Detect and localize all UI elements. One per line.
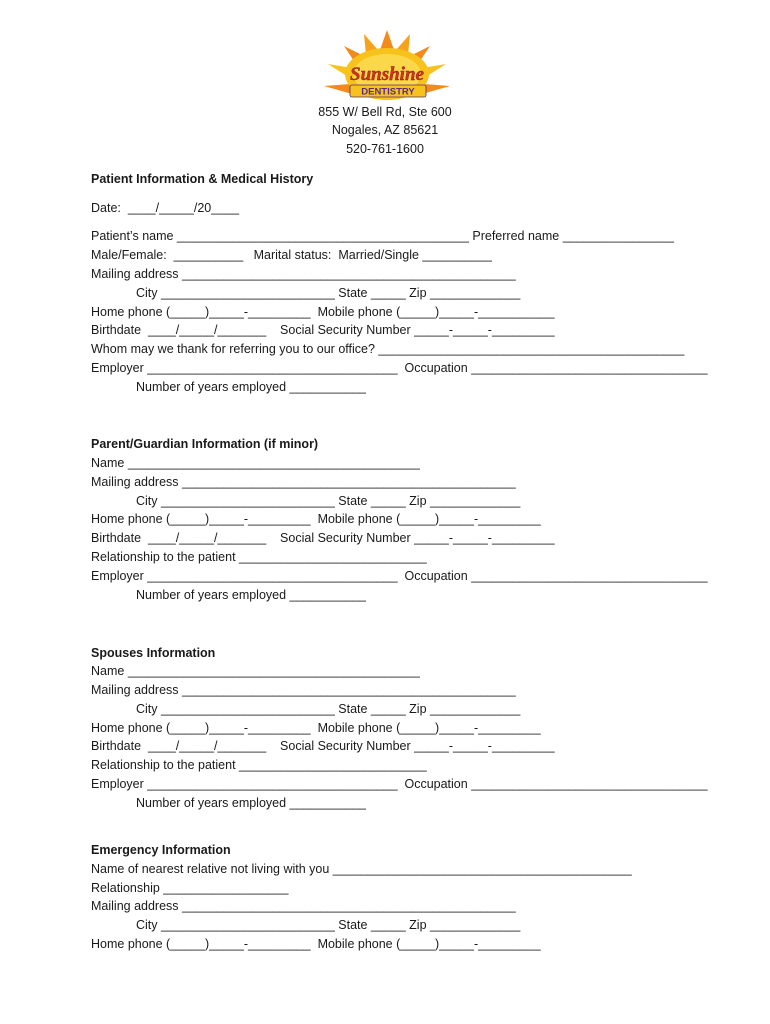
spouse-birth-ssn-field[interactable]: Birthdate ____/_____/_______ Social Security Number _____-_____-_________ [91, 739, 555, 753]
guardian-name-field[interactable]: Name __________________________________________ [91, 456, 420, 470]
emergency-section-heading: Emergency Information [91, 843, 231, 857]
patient-name-field[interactable]: Patient’s name __________________________________________ Preferred name ________________ [91, 229, 674, 243]
spouse-city-field[interactable]: City _________________________ State _____ Zip _____________ [136, 702, 521, 716]
referral-field[interactable]: Whom may we thank for referring you to our office? ____________________________________________ [91, 342, 685, 356]
logo-word-sunshine: Sunshine [350, 64, 424, 85]
spouse-relationship-field[interactable]: Relationship to the patient ___________________________ [91, 758, 427, 772]
patient-birth-ssn-field[interactable]: Birthdate ____/_____/_______ Social Security Number _____-_____-_________ [91, 323, 555, 337]
sunshine-dentistry-logo [320, 28, 454, 104]
nearest-relative-field[interactable]: Name of nearest relative not living with you ___________________________________________ [91, 862, 632, 876]
patient-years-employed-field[interactable]: Number of years employed ___________ [136, 380, 367, 394]
guardian-employer-field[interactable]: Employer ____________________________________ Occupation __________________________________ [91, 569, 708, 583]
spouse-employer-field[interactable]: Employer ____________________________________ Occupation __________________________________ [91, 777, 708, 791]
guardian-relationship-field[interactable]: Relationship to the patient ___________________________ [91, 550, 427, 564]
spouse-name-field[interactable]: Name __________________________________________ [91, 664, 420, 678]
guardian-phones-field[interactable]: Home phone (_____)_____-_________ Mobile phone (_____)_____-_________ [91, 512, 541, 526]
patient-city-field[interactable]: City _________________________ State _____ Zip _____________ [136, 286, 521, 300]
guardian-years-employed-field[interactable]: Number of years employed ___________ [136, 588, 367, 602]
guardian-section-heading: Parent/Guardian Information (if minor) [91, 437, 319, 451]
patient-phones-field[interactable]: Home phone (_____)_____-_________ Mobile phone (_____)_____-___________ [91, 305, 555, 319]
spouse-section-heading: Spouses Information [91, 646, 216, 660]
guardian-mailing-field[interactable]: Mailing address ________________________________________________ [91, 475, 516, 489]
patient-employer-field[interactable]: Employer ____________________________________ Occupation __________________________________ [91, 361, 708, 375]
emergency-city-field[interactable]: City _________________________ State _____ Zip _____________ [136, 918, 521, 932]
practice-address-line1: 855 W/ Bell Rd, Ste 600 [318, 105, 452, 119]
spouse-years-employed-field[interactable]: Number of years employed ___________ [136, 796, 367, 810]
spouse-phones-field[interactable]: Home phone (_____)_____-_________ Mobile phone (_____)_____-_________ [91, 721, 541, 735]
sex-marital-field[interactable]: Male/Female: __________ Marital status: Married/Single __________ [91, 248, 492, 262]
logo-word-dentistry: DENTISTRY [361, 86, 415, 98]
date-field[interactable]: Date: ____/_____/20____ [91, 201, 240, 215]
spouse-mailing-field[interactable]: Mailing address ________________________________________________ [91, 683, 516, 697]
emergency-phones-field[interactable]: Home phone (_____)_____-_________ Mobile phone (_____)_____-_________ [91, 937, 541, 951]
patient-mailing-field[interactable]: Mailing address ________________________________________________ [91, 267, 516, 281]
emergency-mailing-field[interactable]: Mailing address ________________________________________________ [91, 899, 516, 913]
practice-phone: 520-761-1600 [346, 142, 424, 156]
guardian-birth-ssn-field[interactable]: Birthdate ____/_____/_______ Social Security Number _____-_____-_________ [91, 531, 555, 545]
practice-address-line2: Nogales, AZ 85621 [331, 123, 439, 137]
patient-section-heading: Patient Information & Medical History [91, 172, 314, 186]
guardian-city-field[interactable]: City _________________________ State _____ Zip _____________ [136, 494, 521, 508]
emergency-relationship-field[interactable]: Relationship __________________ [91, 881, 289, 895]
